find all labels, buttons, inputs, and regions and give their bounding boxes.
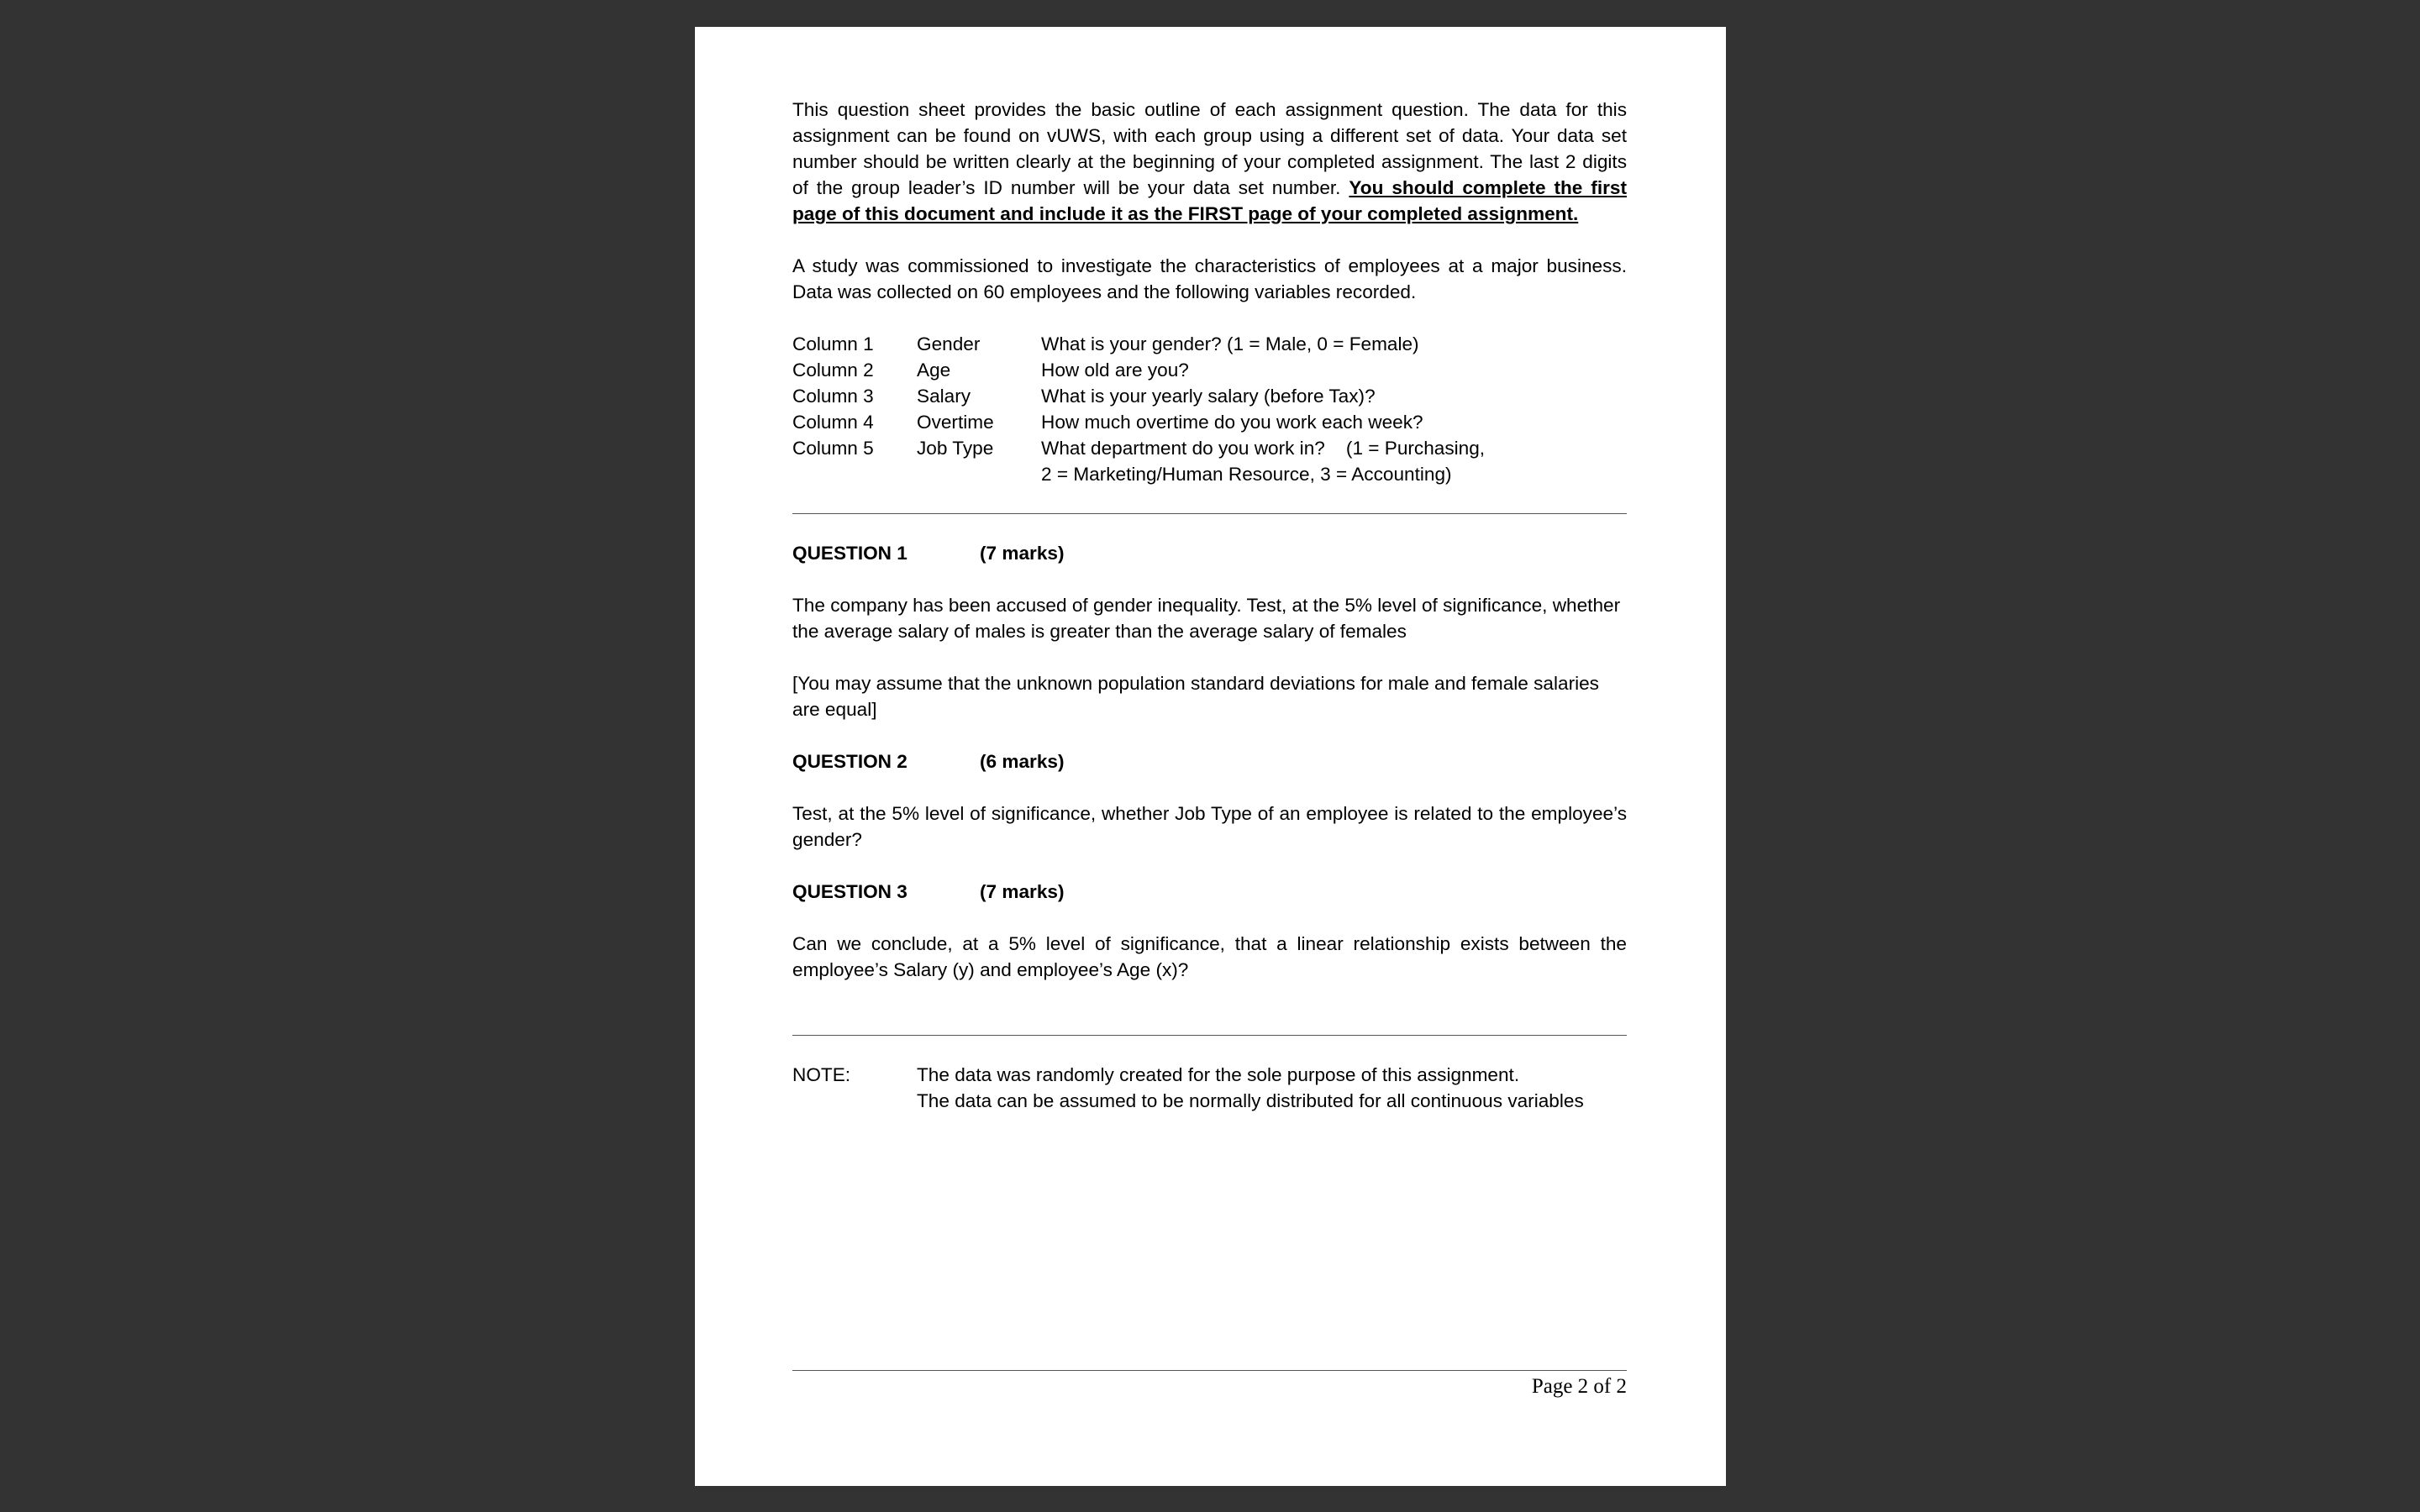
question-3-title: QUESTION 3 bbox=[792, 881, 908, 902]
variables-table bbox=[792, 331, 1485, 487]
question-1-note: [You may assume that the unknown population standard deviations for male and female salaries are equal] bbox=[792, 673, 1599, 720]
question-2-text: Test, at the 5% level of significance, whether Job Type of an employee is related to the employee’s gender? bbox=[792, 803, 1627, 850]
variable-row bbox=[792, 461, 1485, 487]
variable-column: Column 3 bbox=[792, 386, 874, 407]
variable-row bbox=[792, 357, 1485, 383]
page-content bbox=[792, 97, 1627, 1114]
variable-row bbox=[792, 331, 1485, 357]
question-1-heading bbox=[792, 540, 1627, 566]
question-3-heading bbox=[792, 879, 1627, 905]
variable-name: Salary bbox=[917, 386, 971, 407]
variable-name: Gender bbox=[917, 333, 981, 354]
variable-question: How much overtime do you work each week? bbox=[1041, 412, 1423, 433]
note-label: NOTE: bbox=[792, 1064, 851, 1085]
variable-name: Job Type bbox=[917, 438, 994, 459]
variable-question: What department do you work in? (1 = Purchasing, bbox=[1041, 438, 1486, 459]
variable-name: Overtime bbox=[917, 412, 994, 433]
variable-row bbox=[792, 409, 1485, 435]
variable-question: What is your yearly salary (before Tax)? bbox=[1041, 386, 1376, 407]
intro-paragraph bbox=[792, 97, 1627, 227]
question-2-heading bbox=[792, 748, 1627, 774]
variable-question: How old are you? bbox=[1041, 360, 1189, 381]
variable-column: Column 5 bbox=[792, 438, 874, 459]
question-3-marks: (7 marks) bbox=[980, 881, 1065, 902]
study-paragraph: A study was commissioned to investigate the characteristics of employees at a major business. Data was collected on 60 employees and the following variables recorded. bbox=[792, 255, 1627, 302]
page-footer bbox=[792, 1370, 1627, 1399]
note-block bbox=[792, 1062, 1627, 1114]
variable-row bbox=[792, 383, 1485, 409]
note-line: The data can be assumed to be normally distributed for all continuous variables bbox=[917, 1090, 1584, 1111]
variable-question-continuation: 2 = Marketing/Human Resource, 3 = Accounting) bbox=[1041, 464, 1452, 485]
variable-column: Column 1 bbox=[792, 333, 874, 354]
question-2-title: QUESTION 2 bbox=[792, 751, 908, 772]
variable-row bbox=[792, 435, 1485, 461]
variable-question: What is your gender? (1 = Male, 0 = Female) bbox=[1041, 333, 1419, 354]
variable-name: Age bbox=[917, 360, 951, 381]
intro-emphasis: You should complete the first page of this document and include it as the FIRST page of your completed assignment. bbox=[792, 177, 1627, 224]
variable-column: Column 4 bbox=[792, 412, 874, 433]
divider bbox=[792, 513, 1627, 514]
intro-text: This question sheet provides the basic outline of each assignment question. The data for this assignment can be found on vUWS, with each group using a different set of data. Your data set number should be written clearly at the beginning of your completed assignment. The last 2 digits of the group leader’s ID number will be your data set number. bbox=[792, 99, 1627, 198]
variable-column: Column 2 bbox=[792, 360, 874, 381]
question-1-marks: (7 marks) bbox=[980, 543, 1065, 564]
note-lines bbox=[917, 1062, 1584, 1114]
page-number: Page 2 of 2 bbox=[1531, 1375, 1627, 1398]
question-2-marks: (6 marks) bbox=[980, 751, 1065, 772]
question-1-title: QUESTION 1 bbox=[792, 543, 908, 564]
question-1-text: The company has been accused of gender inequality. Test, at the 5% level of significance, whether the average salary of males is greater than the average salary of females bbox=[792, 595, 1621, 642]
document-page bbox=[695, 27, 1726, 1486]
divider bbox=[792, 1035, 1627, 1036]
note-line: The data was randomly created for the sole purpose of this assignment. bbox=[917, 1064, 1520, 1085]
question-3-text: Can we conclude, at a 5% level of significance, that a linear relationship exists between the employee’s Salary (y) and employee’s Age (x)? bbox=[792, 933, 1627, 980]
